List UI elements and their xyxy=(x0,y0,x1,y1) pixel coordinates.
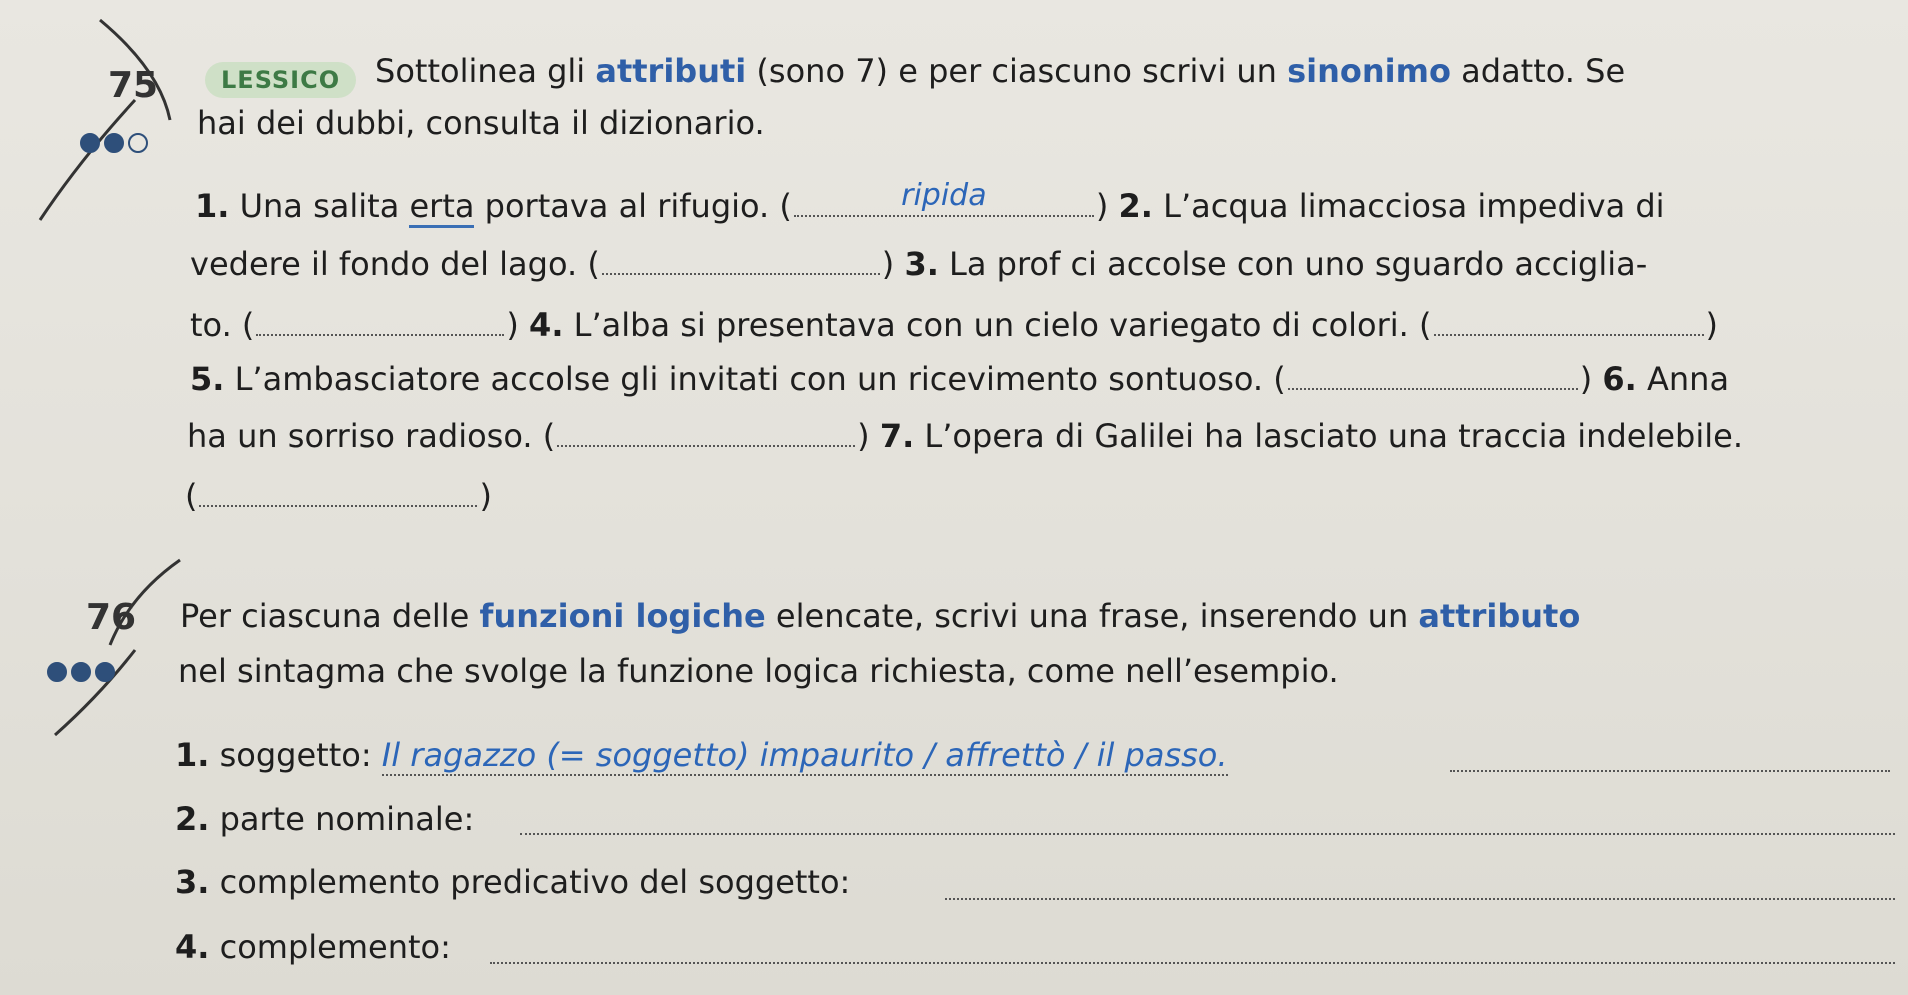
sentence-number: 6. xyxy=(1602,360,1637,398)
sentence-number: 5. xyxy=(190,360,225,398)
sentence-text: L’opera di Galilei ha lasciato una traccia indelebile. xyxy=(914,417,1743,455)
instruction-line-1 xyxy=(180,597,1580,635)
sentence-line-5 xyxy=(187,415,1743,455)
sentence-number: 3. xyxy=(904,245,939,283)
sentence-number: 4. xyxy=(529,306,564,344)
underlined-attribute: erta xyxy=(409,187,474,228)
answer-blank-5[interactable] xyxy=(1288,358,1578,390)
sentence-line-3 xyxy=(190,304,1718,344)
item-label: soggetto: xyxy=(209,736,382,774)
sentence-text: L’ambasciatore accolse gli invitati con un ricevimento sontuoso. ( xyxy=(224,360,1286,398)
corner-slash-75 xyxy=(20,10,190,240)
instruction-line-2: hai dei dubbi, consulta il dizionario. xyxy=(197,104,765,142)
sentence-text: portava al rifugio. ( xyxy=(474,187,792,225)
instruction-line-1 xyxy=(375,52,1625,90)
item-2 xyxy=(175,800,474,838)
lessico-badge: LESSICO xyxy=(205,62,356,98)
sentence-text: vedere il fondo del lago. ( xyxy=(190,245,600,283)
item-number: 1. xyxy=(175,736,210,774)
sentence-number: 2. xyxy=(1118,187,1153,225)
instruction-text: (sono 7) e per ciascuno scrivi un xyxy=(746,52,1288,90)
answer-line-3[interactable] xyxy=(945,898,1895,900)
answer-blank-6[interactable] xyxy=(557,415,855,447)
item-number: 3. xyxy=(175,863,210,901)
answer-blank-1[interactable] xyxy=(794,178,1094,217)
paren: ) xyxy=(1095,187,1109,225)
sentence-text: Anna xyxy=(1636,360,1730,398)
item-1 xyxy=(175,736,1228,774)
difficulty-dot-filled xyxy=(104,133,124,153)
handwritten-answer: ripida xyxy=(901,178,987,213)
paren: ) xyxy=(479,477,492,515)
item-3 xyxy=(175,863,850,901)
answer-blank-3[interactable] xyxy=(256,304,504,336)
sentence-number: 7. xyxy=(879,417,915,455)
sentence-line-2 xyxy=(190,243,1647,283)
instruction-text: adatto. Se xyxy=(1450,52,1626,90)
answer-line-2[interactable] xyxy=(520,833,1895,835)
difficulty-dot-filled xyxy=(95,662,115,682)
sentence-text: L’acqua limacciosa impediva di xyxy=(1152,187,1665,225)
example-answer: Il ragazzo (= soggetto) impaurito / affrettò / il passo. xyxy=(381,736,1228,774)
answer-blank-2[interactable] xyxy=(602,243,880,275)
sentence-line-4 xyxy=(190,358,1729,398)
sentence-number: 1. xyxy=(195,187,230,225)
difficulty-dots xyxy=(47,662,115,682)
sentence-line-6 xyxy=(185,475,492,515)
paren: ) xyxy=(1705,306,1718,344)
item-label: complemento predicativo del soggetto: xyxy=(209,863,851,901)
difficulty-dot-filled xyxy=(47,662,67,682)
item-number: 2. xyxy=(175,800,210,838)
instruction-line-2: nel sintagma che svolge la funzione logica richiesta, come nell’esempio. xyxy=(178,652,1339,690)
instruction-text: Sottolinea gli xyxy=(375,52,596,90)
answer-blank-7[interactable] xyxy=(199,475,477,507)
sentence-text: Una salita xyxy=(229,187,410,225)
instruction-text: elencate, scrivi una frase, inserendo un xyxy=(765,597,1419,635)
paren: ) xyxy=(506,306,519,344)
item-number: 4. xyxy=(175,928,210,966)
item-4 xyxy=(175,928,451,966)
difficulty-dots xyxy=(80,133,148,153)
keyword-attributo: attributo xyxy=(1418,597,1581,635)
difficulty-dot-empty xyxy=(128,133,148,153)
answer-line-4[interactable] xyxy=(490,962,1895,964)
paren: ) xyxy=(881,245,895,283)
exercise-number: 76 xyxy=(86,597,137,638)
sentence-text: to. ( xyxy=(190,306,255,344)
item-label: complemento: xyxy=(209,928,451,966)
sentence-text: ha un sorriso radioso. ( xyxy=(187,417,556,455)
sentence-text: L’alba si presentava con un cielo variegato di colori. ( xyxy=(563,306,1432,344)
paren: ) xyxy=(1579,360,1593,398)
sentence-text: La prof ci accolse con uno sguardo acciglia- xyxy=(938,245,1648,283)
instruction-text: Per ciascuna delle xyxy=(180,597,480,635)
exercise-number: 75 xyxy=(108,65,159,106)
answer-blank-4[interactable] xyxy=(1434,304,1704,336)
sentence-line-1 xyxy=(195,178,1665,225)
difficulty-dot-filled xyxy=(71,662,91,682)
keyword-attributi: attributi xyxy=(595,52,747,90)
answer-line-1[interactable] xyxy=(1450,770,1890,772)
difficulty-dot-filled xyxy=(80,133,100,153)
keyword-funzioni-logiche: funzioni logiche xyxy=(479,597,766,635)
keyword-sinonimo: sinonimo xyxy=(1287,52,1451,90)
item-label: parte nominale: xyxy=(209,800,475,838)
paren: ) xyxy=(857,417,870,455)
paren: ( xyxy=(185,477,198,515)
corner-slash-76 xyxy=(40,555,190,745)
